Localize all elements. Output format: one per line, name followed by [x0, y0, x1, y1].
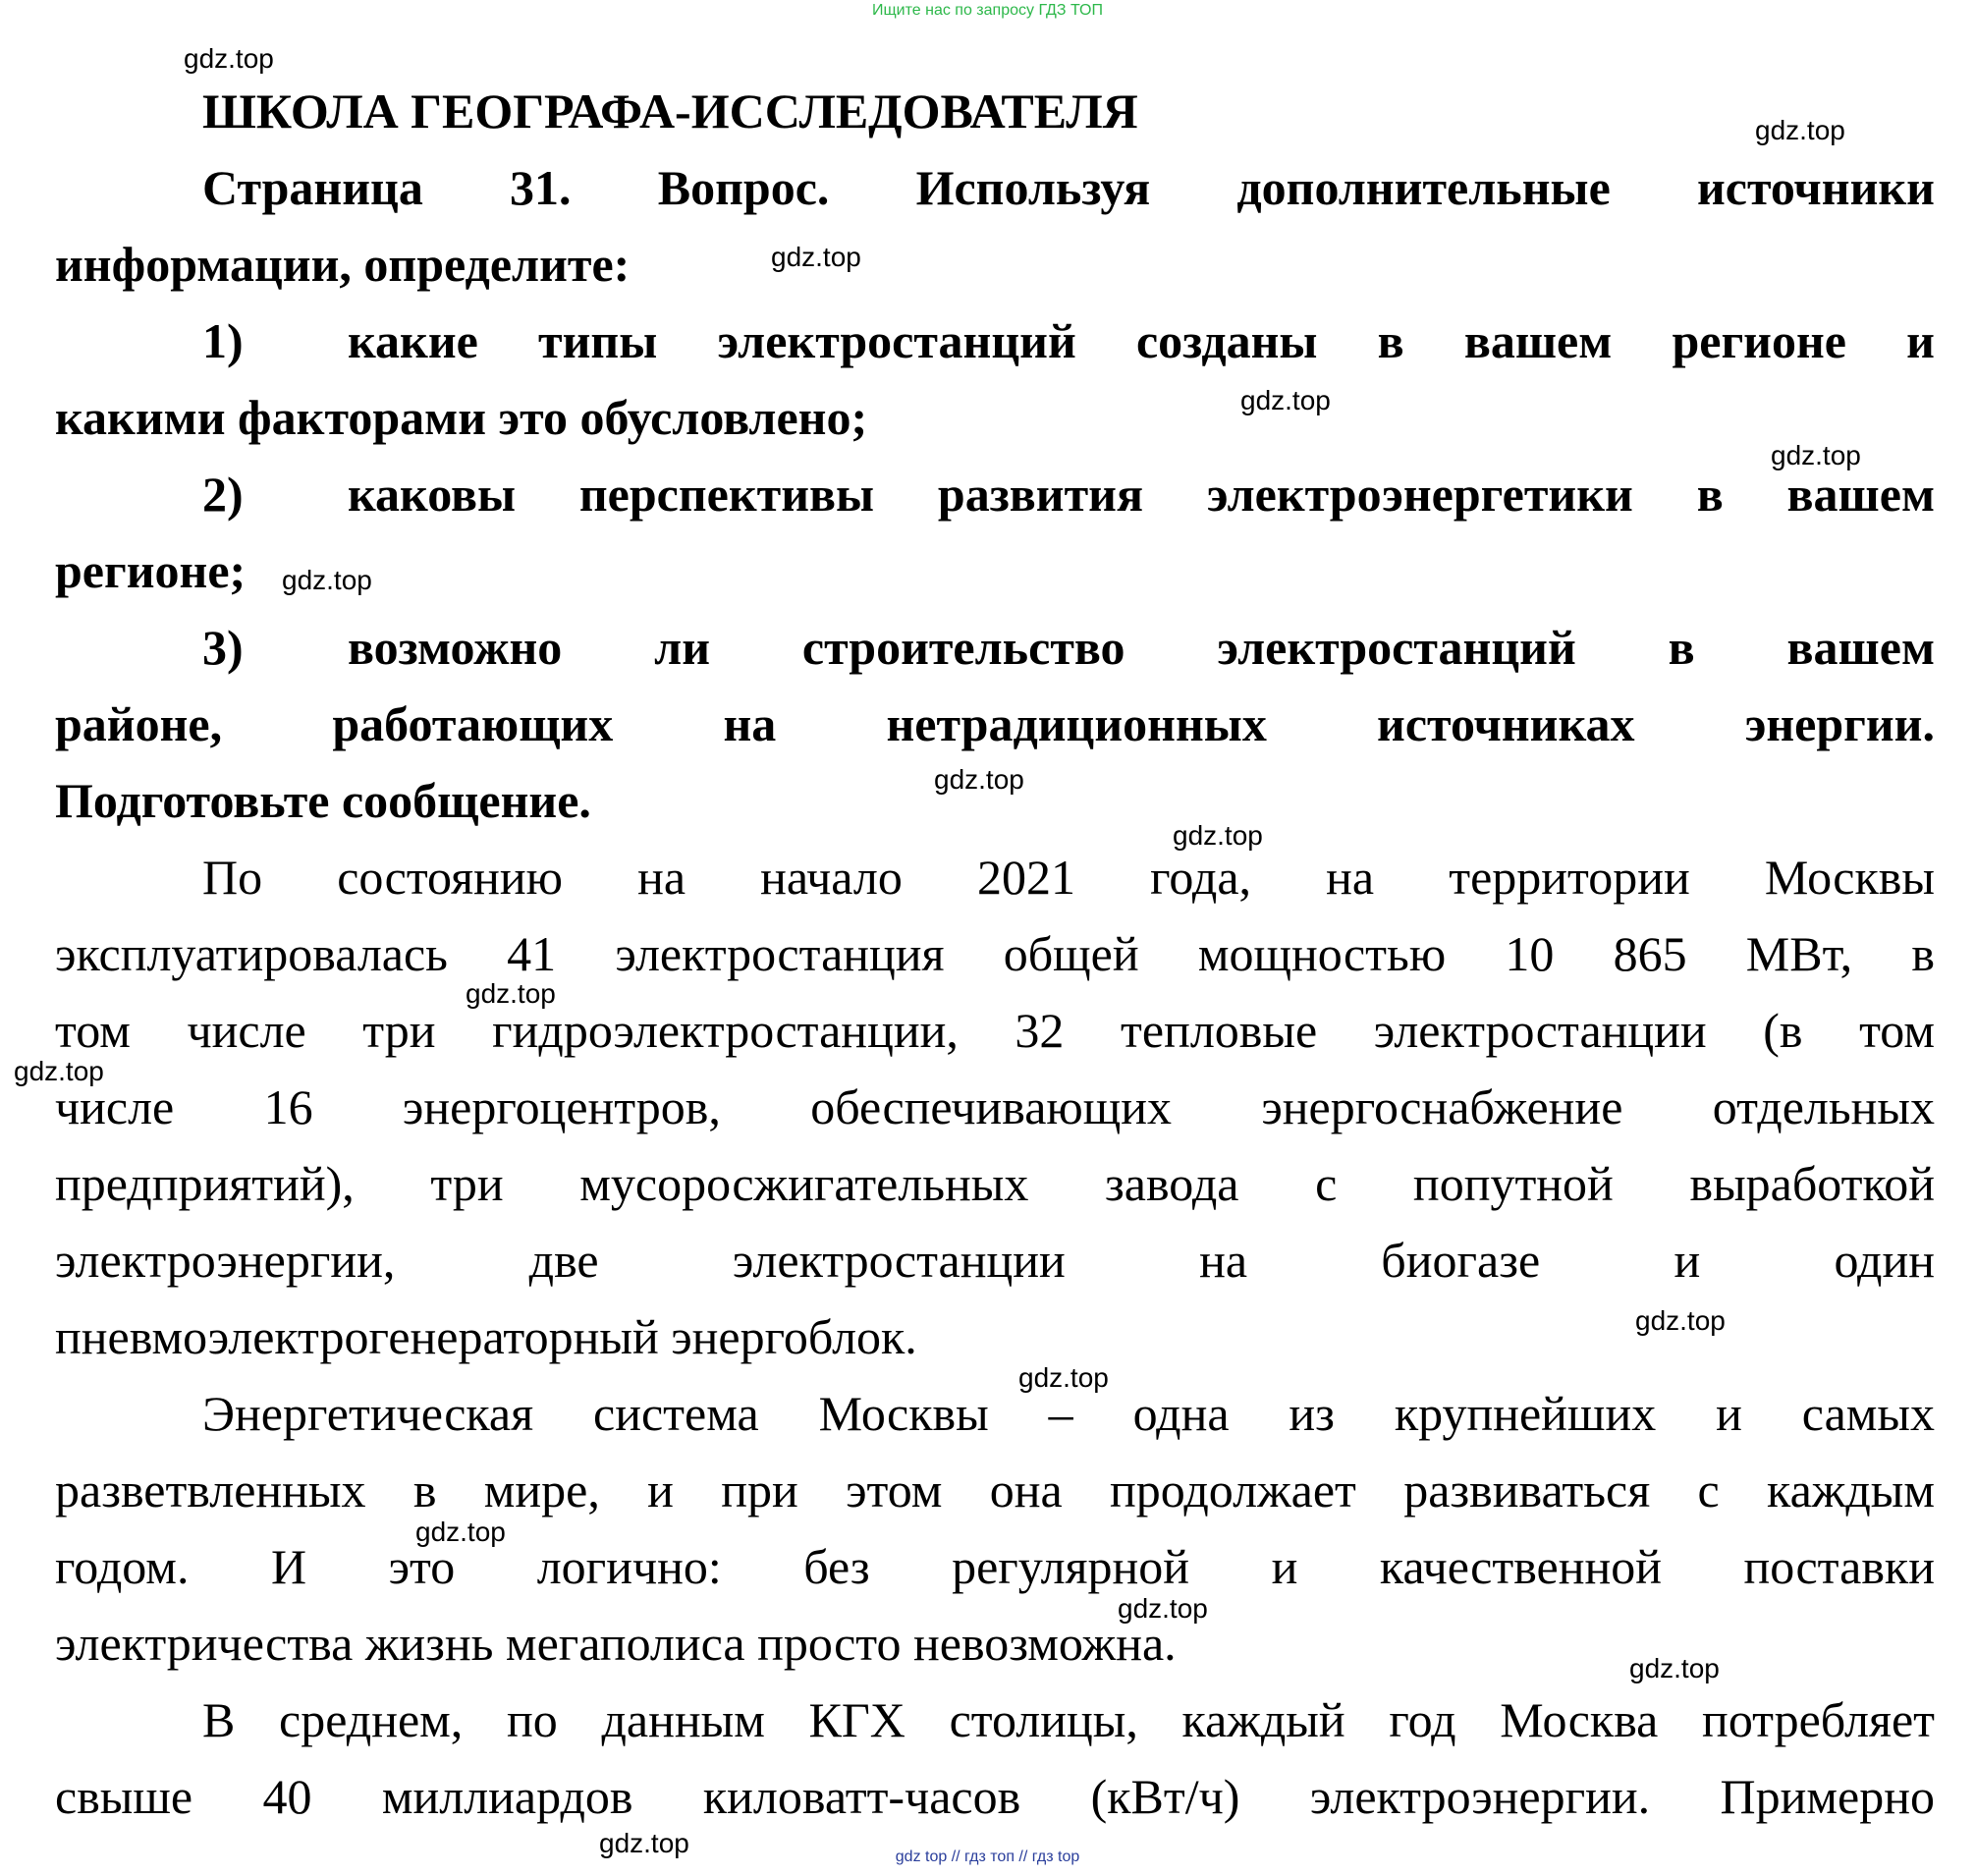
- answer-paragraph-2: [55, 1375, 1935, 1682]
- document-body: [55, 73, 1935, 1835]
- watermark: gdz.top: [1018, 1362, 1109, 1393]
- page-title: ШКОЛА ГЕОГРАФА-ИССЛЕДОВАТЕЛЯ: [202, 83, 1138, 138]
- text-line: пневмоэлектрогенераторный энергоблок.: [55, 1309, 917, 1364]
- question-line: Страница 31. Вопрос. Используя дополнительные источники: [202, 160, 1935, 215]
- bottom-banner: gdz top // гдз топ // гдз top: [895, 1848, 1080, 1865]
- item-number: 2): [202, 467, 244, 522]
- watermark: gdz.top: [1173, 820, 1263, 851]
- text-line: электричества жизнь мегаполиса просто невозможна.: [55, 1616, 1177, 1671]
- item-number: 1): [202, 313, 244, 368]
- text-line: предприятий), три мусоросжигательных завода с попутной выработкой: [55, 1156, 1935, 1211]
- watermark: gdz.top: [599, 1828, 689, 1858]
- text-line: В среднем, по данным КГХ столицы, каждый год Москва потребляет: [202, 1692, 1935, 1747]
- text-line: эксплуатировалась 41 электростанция общей мощностью 10 865 МВт, в: [55, 926, 1935, 981]
- text-line: свыше 40 миллиардов киловатт-часов (кВт/ч) электроэнергии. Примерно: [55, 1769, 1935, 1824]
- question-item-3: [55, 609, 1935, 686]
- watermark: gdz.top: [466, 978, 556, 1009]
- question-line: информации, определите:: [55, 237, 631, 292]
- watermark: gdz.top: [1635, 1305, 1726, 1336]
- item-text: каковы перспективы развития электроэнергетики в вашем: [348, 467, 1935, 522]
- item-text: какие типы электростанций созданы в вашем регионе и: [348, 313, 1935, 368]
- watermark: gdz.top: [934, 764, 1024, 795]
- question-line: Подготовьте сообщение.: [55, 773, 591, 828]
- question-line: районе, работающих на нетрадиционных источниках энергии.: [55, 696, 1935, 751]
- top-banner: Ищите нас по запросу ГДЗ ТОП: [872, 2, 1103, 19]
- text-line: том числе три гидроэлектростанции, 32 тепловые электростанции (в том: [55, 1003, 1935, 1058]
- watermark: gdz.top: [1771, 440, 1861, 470]
- watermark: gdz.top: [771, 242, 861, 272]
- question-line: регионе;: [55, 543, 247, 598]
- text-line: числе 16 энергоцентров, обеспечивающих энергоснабжение отдельных: [55, 1079, 1935, 1134]
- text-line: разветвленных в мире, и при этом она продолжает развиваться с каждым: [55, 1462, 1935, 1517]
- question-block: [55, 149, 1935, 839]
- answer-paragraph-3: [55, 1682, 1935, 1835]
- question-line: какими факторами это обусловлено;: [55, 390, 868, 445]
- answer-paragraph-1: [55, 839, 1935, 1375]
- watermark: gdz.top: [1755, 115, 1845, 145]
- text-line: По состоянию на начало 2021 года, на территории Москвы: [202, 850, 1935, 905]
- watermark: gdz.top: [282, 565, 372, 595]
- watermark: gdz.top: [1118, 1593, 1208, 1624]
- text-line: годом. И это логично: без регулярной и качественной поставки: [55, 1539, 1935, 1594]
- item-text: возможно ли строительство электростанций в вашем: [348, 620, 1935, 675]
- watermark: gdz.top: [1629, 1653, 1720, 1683]
- watermark: gdz.top: [14, 1056, 104, 1086]
- item-number: 3): [202, 620, 244, 675]
- watermark: gdz.top: [415, 1517, 506, 1547]
- question-item-2: [55, 456, 1935, 532]
- text-line: Энергетическая система Москвы – одна из крупнейших и самых: [202, 1386, 1935, 1441]
- text-line: электроэнергии, две электростанции на биогазе и один: [55, 1233, 1935, 1288]
- watermark: gdz.top: [184, 43, 274, 74]
- question-item-1: [55, 303, 1935, 379]
- watermark: gdz.top: [1240, 385, 1331, 415]
